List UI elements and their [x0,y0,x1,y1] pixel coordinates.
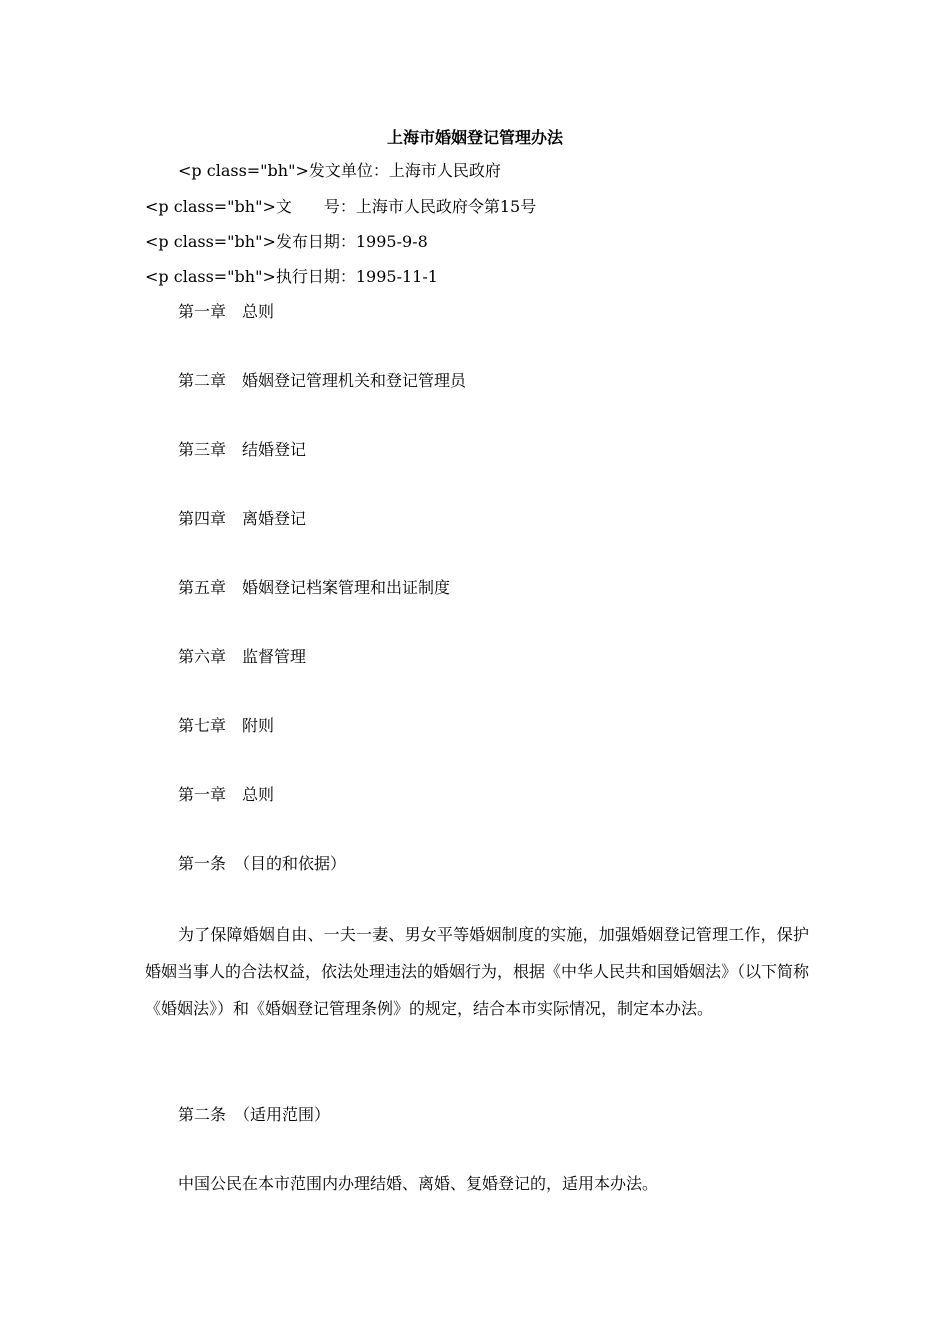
article-body: 为了保障婚姻自由、一夫一妻、男女平等婚姻制度的实施，加强婚姻登记管理工作，保护婚姻当事人的合法权益，依法处理违法的婚姻行为，根据《中华人民共和国婚姻法》（以下简称《婚姻法》）和《婚姻登记管理条例》的规定，结合本市实际情况，制定本办法。 [145,925,810,1018]
toc-item: 第七章 附则 [178,716,275,735]
meta-effective-date: <p class="bh">执行日期：1995-11-1 [145,267,438,286]
meta-doc-number: <p class="bh">文 号：上海市人民政府令第15号 [145,197,537,216]
document-title: 上海市婚姻登记管理办法 [386,128,563,147]
toc-item: 第一章 总则 [178,302,275,321]
chapter-heading: 第一章 总则 [178,785,275,804]
toc-item: 第三章 结婚登记 [178,440,307,459]
toc-item: 第五章 婚姻登记档案管理和出证制度 [178,578,451,597]
article-heading: 第二条 （适用范围） [178,1105,331,1124]
toc-item: 第四章 离婚登记 [178,509,307,528]
article-heading: 第一条 （目的和依据） [178,854,347,873]
meta-publish-date: <p class="bh">发布日期：1995-9-8 [145,232,428,251]
meta-issuer: <p class="bh">发文单位：上海市人民政府 [178,161,501,180]
toc-item: 第二章 婚姻登记管理机关和登记管理员 [178,371,467,390]
article-body: 中国公民在本市范围内办理结婚、离婚、复婚登记的，适用本办法。 [178,1174,659,1193]
toc-item: 第六章 监督管理 [178,647,307,666]
